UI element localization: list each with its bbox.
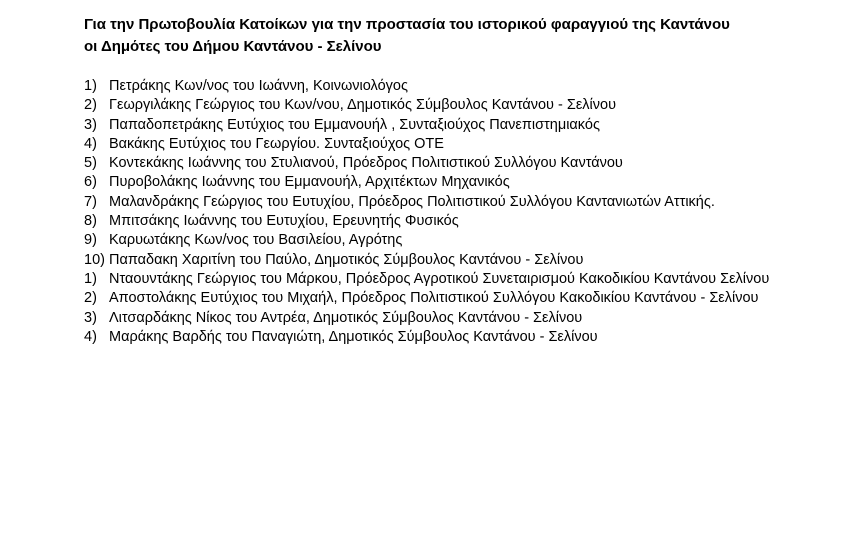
item-text: Παπαδακη Χαριτίνη του Παύλο, Δημοτικός Σύμβουλος Καντάνου - Σελίνου: [109, 251, 584, 268]
item-text: Πυροβολάκης Ιωάννης του Εμμανουήλ, Αρχιτέκτων Μηχανικός: [109, 174, 510, 191]
list-item: [84, 289, 824, 308]
item-number: 4): [84, 135, 97, 152]
item-text: Καρυωτάκης Κων/νος του Βασιλείου, Αγρότης: [109, 232, 403, 249]
item-number: 1): [84, 78, 97, 94]
item-text: Μαράκης Βαρδής του Παναγιώτη, Δημοτικός Σύμβουλος Καντάνου - Σελίνου: [109, 328, 598, 345]
item-text: Κοντεκάκης Ιωάννης του Στυλιανού, Πρόεδρος Πολιτιστικού Συλλόγου Καντάνου: [109, 155, 623, 172]
heading-line-2: οι Δημότες του Δήμου Καντάνου - Σελίνου: [84, 38, 382, 55]
item-number: 3): [84, 309, 97, 326]
item-number: 8): [84, 213, 97, 230]
list-item: [84, 193, 824, 212]
list-item: [84, 270, 824, 289]
list-item: [84, 135, 824, 154]
list-item: [84, 154, 824, 173]
item-number: 1): [84, 270, 97, 287]
item-number: 2): [84, 290, 97, 307]
item-text: Νταουντάκης Γεώργιος του Μάρκου, Πρόεδρος Αγροτικού Συνεταιρισμού Κακοδικίου Καντάνου Σελίνου: [109, 270, 770, 287]
list-item: [84, 251, 824, 270]
list-item: [84, 309, 824, 328]
list-item: [84, 116, 824, 135]
item-number: 2): [84, 97, 97, 114]
list-item: [84, 173, 824, 192]
document-heading: [84, 14, 834, 58]
item-text: Παπαδοπετράκης Ευτύχιος του Εμμανουήλ , Συνταξιούχος Πανεπιστημιακός: [109, 116, 600, 133]
item-number: 9): [84, 232, 97, 249]
list-item: [84, 328, 824, 347]
list-item: [84, 77, 824, 96]
list-item: [84, 231, 824, 250]
item-text: Πετράκης Κων/νος του Ιωάννη, Κοινωνιολόγος: [109, 78, 408, 94]
item-number: 5): [84, 155, 97, 172]
signatories-list: [84, 77, 824, 347]
item-text: Βακάκης Ευτύχιος του Γεωργίου. Συνταξιούχος ΟΤΕ: [109, 135, 444, 152]
item-text: Λιτσαρδάκης Νίκος του Αντρέα, Δημοτικός Σύμβουλος Καντάνου - Σελίνου: [109, 309, 583, 326]
item-number: 4): [84, 328, 97, 345]
list-item: [84, 96, 824, 115]
heading-line-1: Για την Πρωτοβουλία Κατοίκων για την προστασία του ιστορικού φαραγγιού της Καντάνου: [84, 16, 730, 33]
item-number: 10): [84, 251, 105, 268]
item-text: Μπιτσάκης Ιωάννης του Ευτυχίου, Ερευνητής Φυσικός: [109, 213, 459, 230]
item-number: 7): [84, 193, 97, 210]
item-number: 3): [84, 116, 97, 133]
item-text: Μαλανδράκης Γεώργιος του Ευτυχίου, Πρόεδρος Πολιτιστικού Συλλόγου Καντανιωτών Αττικής.: [109, 193, 715, 210]
item-text: Γεωργιλάκης Γεώργιος του Κων/νου, Δημοτικός Σύμβουλος Καντάνου - Σελίνου: [109, 97, 617, 114]
item-number: 6): [84, 174, 97, 191]
item-text: Αποστολάκης Ευτύχιος του Μιχαήλ, Πρόεδρος Πολιτιστικού Συλλόγου Κακοδικίου Καντάνου - Σελίνου: [109, 290, 759, 307]
list-item: [84, 212, 824, 231]
